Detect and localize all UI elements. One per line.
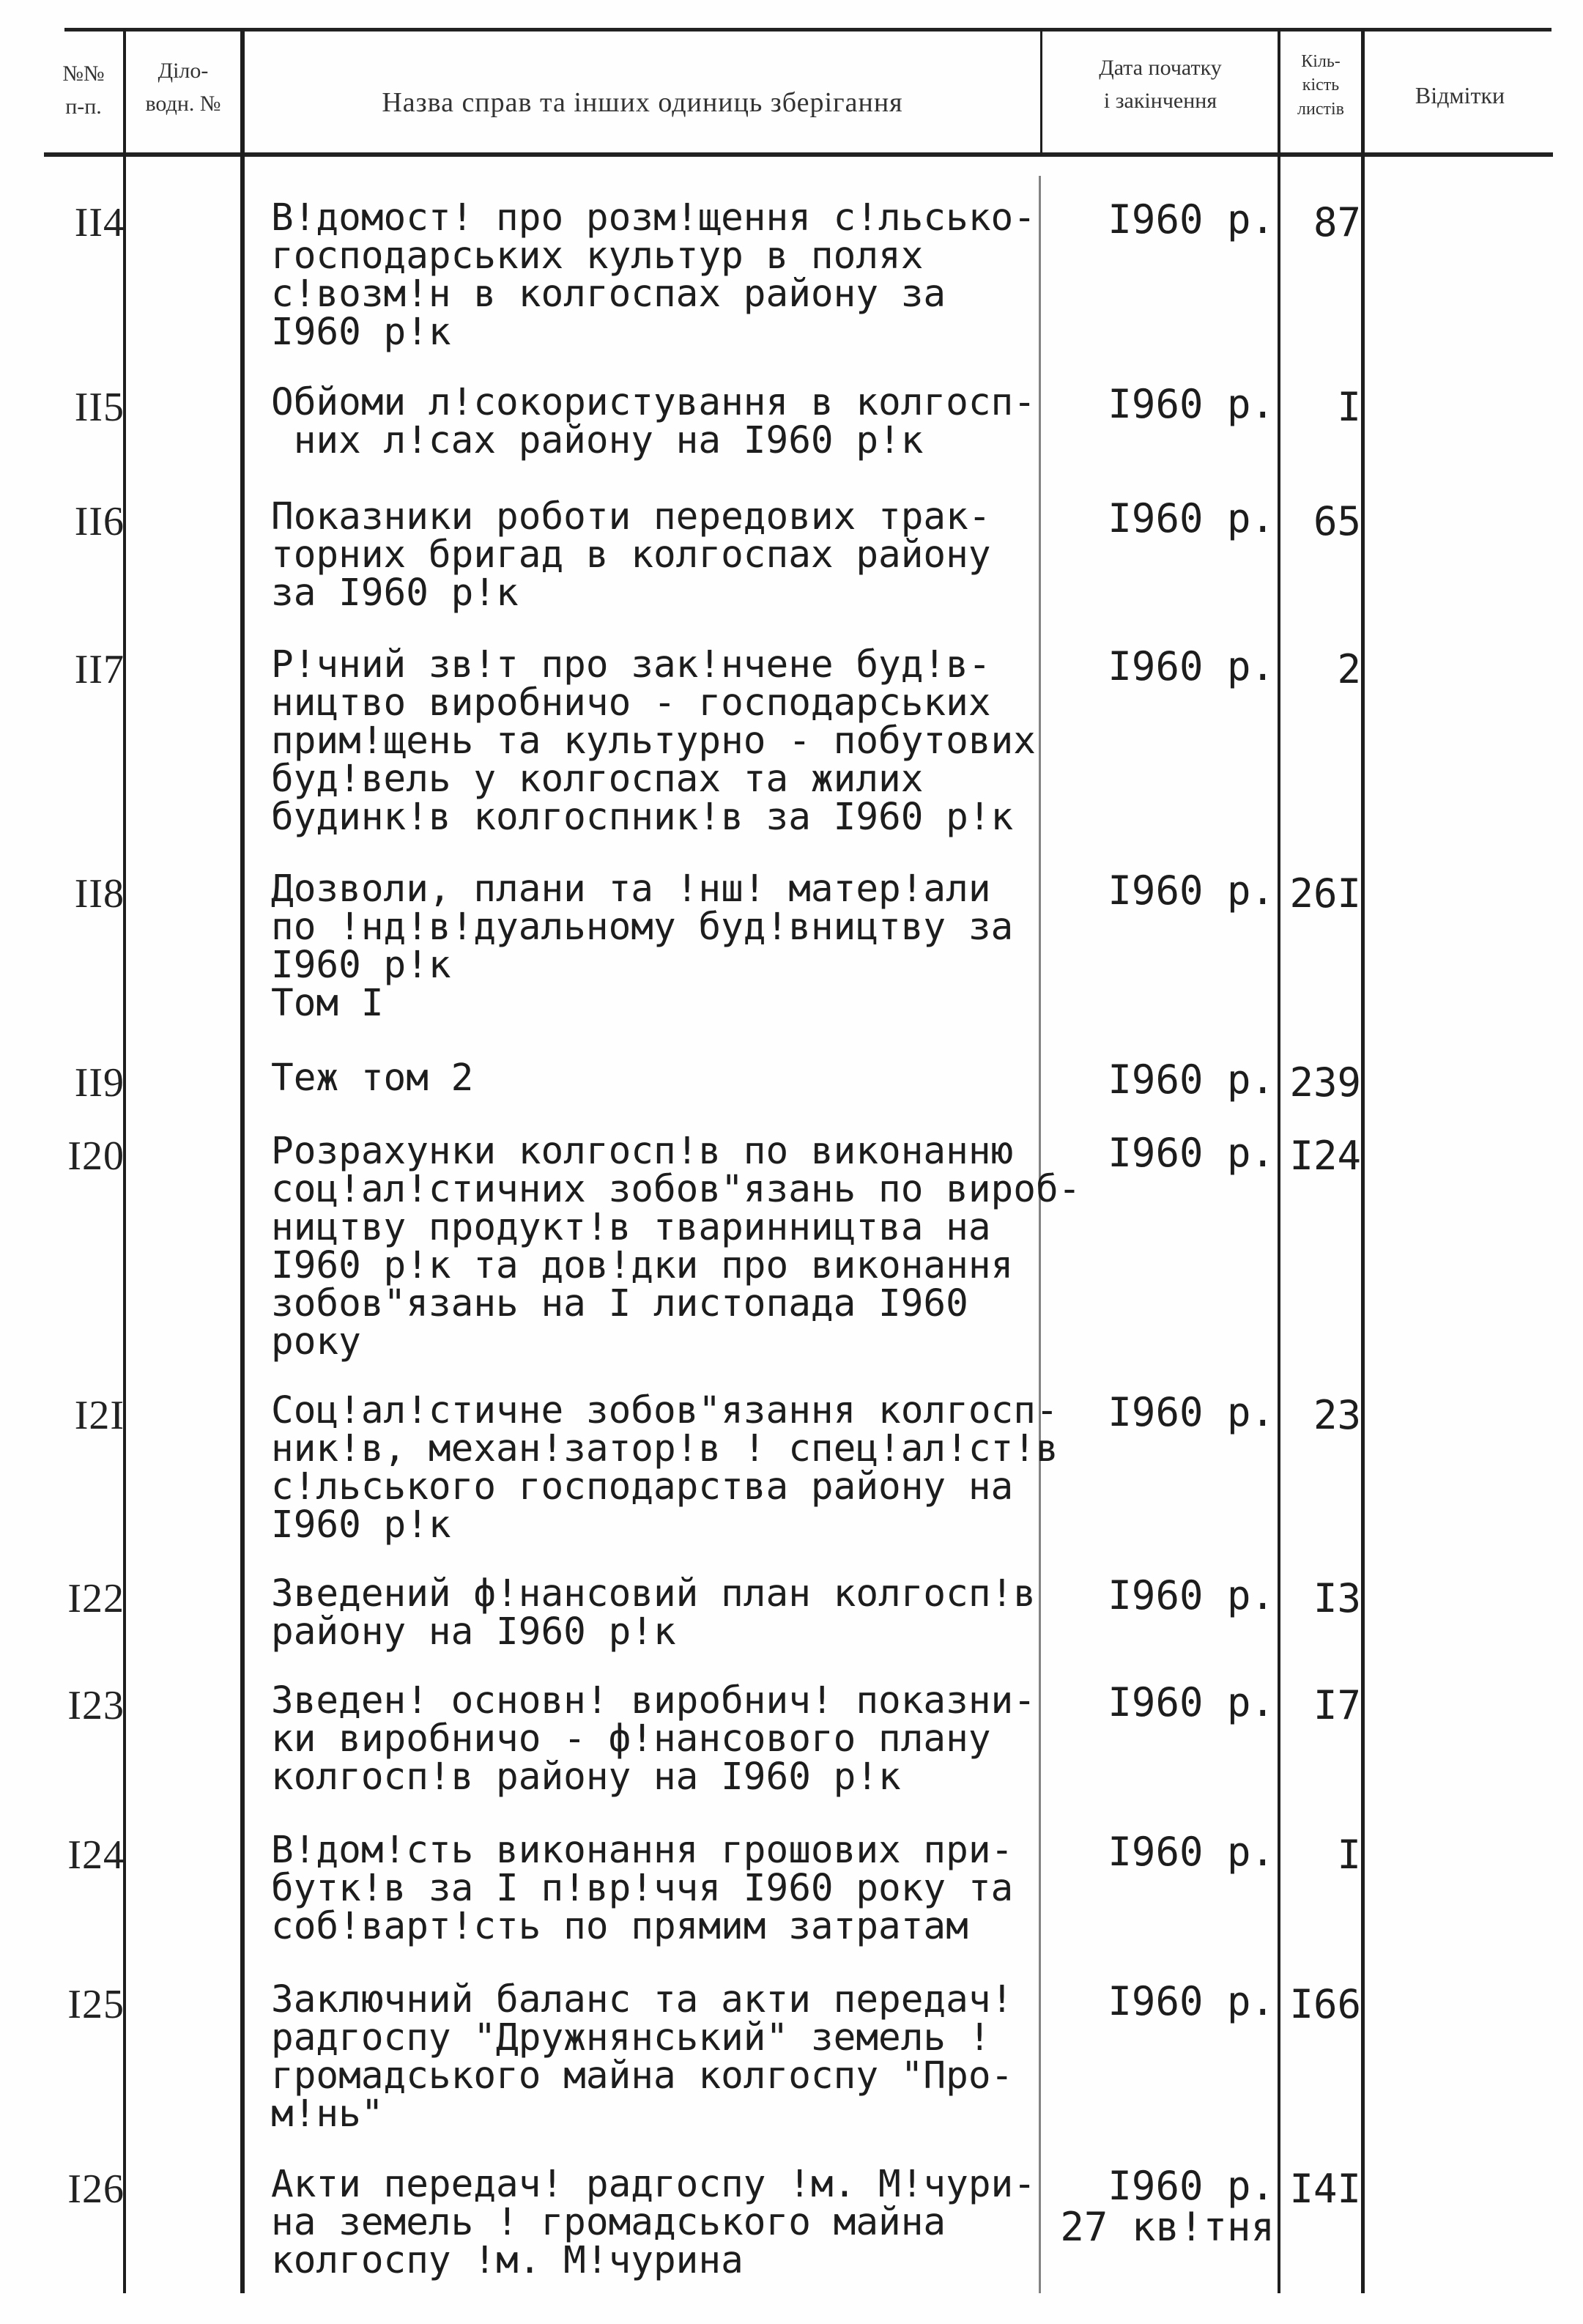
row-sheets: 239 — [1289, 1059, 1361, 1106]
column-separator-title — [1040, 29, 1042, 155]
column-separator-office — [240, 29, 245, 2293]
row-number: I23 — [67, 1683, 125, 1728]
row-title: Заключний баланс та акти передач! радгоспу "Дружнянський" земель ! громадського майна колгоспу "Про- м!нь" — [271, 1978, 1014, 2136]
row-date: I960 р. — [1108, 196, 1275, 243]
row-date: I960 р. — [1108, 1572, 1275, 1618]
row-date: I960 р. — [1108, 1056, 1275, 1103]
row-date: I960 р. — [1108, 1978, 1275, 2024]
row-sheets: 65 — [1313, 498, 1361, 544]
row-date: I960 р. — [1108, 867, 1275, 914]
row-title: Розрахунки колгосп!в по виконанню соц!ал!стичних зобов"язань по вироб- ництву продукт!в тваринництва на I960 р!к та дов!дки про виконання зобов"язань на I листопада I960 року — [271, 1130, 1081, 1363]
row-sheets: I — [1337, 1832, 1361, 1878]
row-title: В!дом!сть виконання грошових при- бутк!в за I п!вр!ччя I960 року та соб!варт!сть по прямим затратам — [271, 1829, 1014, 1948]
row-number: II8 — [74, 871, 125, 917]
column-separator-sheets — [1361, 29, 1365, 2293]
row-title: Дозволи, плани та !нш! матер!али по !нд!в!дуальному буд!вництву за I960 р!к Том I — [271, 867, 1014, 1025]
row-title: Соц!ал!стичне зобов"язання колгосп- ник!в, механ!затор!в ! спец!ал!ст!в с!льського господарства району на I960 р!к — [271, 1389, 1059, 1547]
row-date: I960 р. 27 кв!тня — [1060, 2163, 1275, 2250]
row-title: Акти передач! радгоспу !м. М!чури- на земель ! громадського майна колгоспу !м. М!чурина — [271, 2163, 1036, 2282]
row-number: I20 — [67, 1133, 125, 1179]
row-title: Теж том 2 — [271, 1056, 474, 1100]
row-number: I2I — [74, 1393, 125, 1438]
row-sheets: I4I — [1289, 2166, 1361, 2212]
row-date: I960 р. — [1108, 495, 1275, 541]
row-sheets: 2 — [1337, 646, 1361, 692]
header-col-sheets: Кіль- кість листів — [1297, 52, 1344, 119]
header-top-rule — [64, 28, 1552, 32]
header-col-notes: Відмітки — [1415, 82, 1505, 108]
header-bottom-rule — [44, 152, 1553, 157]
row-number: I22 — [67, 1576, 125, 1621]
row-number: II4 — [74, 200, 125, 245]
row-sheets: I24 — [1289, 1133, 1361, 1179]
row-number: II6 — [74, 499, 125, 544]
row-sheets: 87 — [1313, 199, 1361, 245]
row-number: I25 — [67, 1982, 125, 2027]
row-title: Зведений ф!нансовий план колгосп!в району на I960 р!к — [271, 1572, 1036, 1654]
row-date: I960 р. — [1108, 1829, 1275, 1875]
row-title: Показники роботи передових трак- торних бригад в колгоспах району за I960 р!к — [271, 495, 991, 615]
header-col-title: Назва справ та інших одиниць зберігання — [382, 87, 903, 118]
row-date: I960 р. — [1108, 1389, 1275, 1435]
row-title: Р!чний зв!т про зак!нчене буд!в- ництво виробничо - господарських прим!щень та культурно - побутових буд!вель у колгоспах та жилих будинк!в колгоспник!в за I960 р!к — [271, 643, 1036, 839]
row-sheets: I7 — [1313, 1682, 1361, 1728]
header-col-dates: Дата початку і закінчення — [1099, 56, 1222, 113]
row-sheets: I — [1337, 384, 1361, 430]
row-sheets: I3 — [1313, 1575, 1361, 1621]
row-date: I960 р. — [1108, 1130, 1275, 1176]
row-number: II7 — [74, 647, 125, 692]
row-number: II5 — [74, 385, 125, 430]
row-sheets: 26I — [1289, 870, 1361, 917]
header-col-number: №№ п-п. — [62, 62, 105, 119]
row-title: В!домост! про розм!щення с!льсько- господарських культур в полях с!возм!н в колгоспах району за I960 р!к — [271, 196, 1036, 354]
row-date: I960 р. — [1108, 381, 1275, 427]
row-number: I24 — [67, 1832, 125, 1878]
row-title: Обйоми л!сокористування в колгосп- них л!сах району на I960 р!к — [271, 381, 1036, 462]
row-sheets: 23 — [1313, 1392, 1361, 1438]
row-number: II9 — [74, 1060, 125, 1106]
row-date: I960 р. — [1108, 1679, 1275, 1725]
header-col-office-number: Діло- водн. № — [145, 59, 221, 116]
row-date: I960 р. — [1108, 643, 1275, 689]
row-sheets: I66 — [1289, 1981, 1361, 2027]
row-title: Зведен! основн! виробнич! показни- ки виробничо - ф!нансового плану колгосп!в району на I960 р!к — [271, 1679, 1036, 1799]
row-number: I26 — [67, 2166, 125, 2212]
